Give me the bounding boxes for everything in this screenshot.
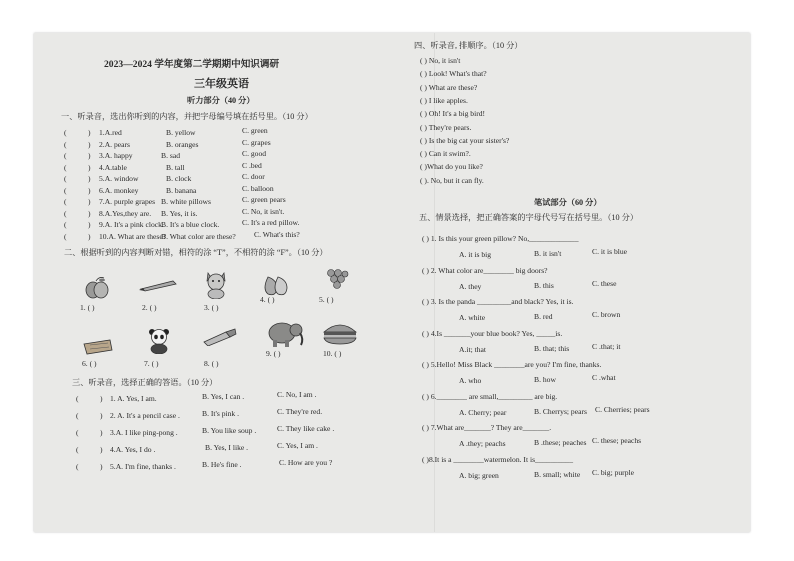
option-a: 2.A. pears <box>99 139 130 149</box>
question-text: ( ) 1. Is this your green pillow? No,_____________ <box>422 234 579 243</box>
option-a: 5.A. I'm fine, thanks . <box>110 462 176 471</box>
answer-bracket-open: ( <box>64 128 67 137</box>
option-a: A.it; that <box>459 344 486 354</box>
answer-bracket-close: ) <box>100 445 103 454</box>
tf-answer-slot: 9. ( ) <box>266 349 281 358</box>
question-text: ( ) 5.Hello! Miss Black ________are you? I'm fine, thanks. <box>422 360 602 369</box>
order-item: ( ) Can it swim?. <box>420 149 471 159</box>
option-b: B. Yes, I can . <box>202 392 245 401</box>
hamburger-icon <box>321 321 359 345</box>
answer-bracket-open: ( <box>76 411 79 420</box>
option-b: B. banana <box>166 185 197 195</box>
option-a: 3.A. I like ping-pong . <box>110 428 178 437</box>
option-c: C. green <box>242 126 268 135</box>
panda-icon <box>146 326 172 354</box>
option-a: 7.A. purple grapes <box>99 197 156 206</box>
option-c: C. these <box>592 278 617 288</box>
option-b: B. It's pink . <box>202 409 240 418</box>
option-a: 6.A. monkey <box>99 185 139 195</box>
answer-bracket-open: ( <box>64 185 67 195</box>
option-c: C. Yes, I am . <box>277 441 318 450</box>
option-c: C. it is blue <box>592 247 628 256</box>
answer-bracket-close: ) <box>88 151 91 160</box>
option-b: B .these; peaches <box>534 438 587 447</box>
option-b: B. Cherrys; pears <box>534 406 587 416</box>
tf-answer-slot: 5. ( ) <box>319 295 334 304</box>
pencil-icon <box>139 279 179 293</box>
option-a: A. white <box>459 313 486 322</box>
option-c: C .what <box>592 373 616 382</box>
tf-answer-slot: 6. ( ) <box>82 359 97 368</box>
answer-bracket-close: ) <box>100 462 103 471</box>
elephant-icon <box>266 319 306 349</box>
option-b: B. He's fine . <box>202 460 242 469</box>
order-item: ( ) No, it isn't <box>420 56 461 65</box>
option-a: A. Cherry; pear <box>459 407 507 417</box>
option-c: C. big; purple <box>592 467 634 477</box>
order-item: ( ) I like apples. <box>420 95 468 105</box>
option-a: 5.A. window <box>99 174 139 183</box>
answer-bracket-open: ( <box>76 428 79 437</box>
question-text: ( ) 7.What are_______? They are_______. <box>422 423 552 432</box>
answer-bracket-open: ( <box>64 151 67 160</box>
option-a: A. who <box>459 376 482 385</box>
pears-icon <box>260 273 288 297</box>
option-c: C .bed <box>242 160 262 170</box>
option-a: 3.A. happy <box>99 151 133 160</box>
question-text: ( )8.It is a ________watermelon. It is__________ <box>422 454 574 464</box>
option-a: 2. A. It's a pencil case . <box>110 411 180 420</box>
option-b: B. white pillows <box>161 197 211 206</box>
option-a: 9.A. It's a pink clock. <box>99 220 164 229</box>
option-a: A. they <box>459 281 482 291</box>
option-c: C. good <box>242 149 267 158</box>
answer-bracket-open: ( <box>64 174 67 183</box>
section2-heading: 二、根据听到的内容判断对错，相符的涂 “T”，不相符的涂 “F”。（10 分） <box>64 248 328 257</box>
option-c: C .that; it <box>592 341 621 351</box>
option-a: 1. A. Yes, I am. <box>110 394 157 403</box>
section1-heading: 一、听录音，选出你听到的内容，并把字母编号填在括号里。（10 分） <box>61 112 313 121</box>
order-item: ( ). No, but it can fly. <box>420 175 484 185</box>
tf-answer-slot: 1. ( ) <box>80 303 95 312</box>
order-item: ( )What do you like? <box>420 162 483 172</box>
question-text: ( ) 6.________ are small,_________ are big. <box>422 391 558 401</box>
answer-bracket-open: ( <box>64 162 67 172</box>
tf-answer-slot: 4. ( ) <box>260 295 275 304</box>
option-b: B. it isn't <box>534 249 562 258</box>
question-text: ( ) 4.Is _______your blue book? Yes, _____is. <box>422 328 563 338</box>
option-b: B. how <box>534 375 556 384</box>
option-b: B. sad <box>161 151 180 160</box>
section4-heading: 四、听录音, 排顺序。（10 分） <box>414 41 523 50</box>
option-c: C. Cherries; pears <box>595 404 650 414</box>
section5-heading: 五、情景选择，把正确答案的字母代号写在括号里。（10 分） <box>419 213 639 222</box>
option-b: B. that; this <box>534 343 570 353</box>
tf-answer-slot: 2. ( ) <box>142 303 157 312</box>
section3-heading: 三、听录音，选择正确的答语。（10 分） <box>72 378 218 387</box>
answer-bracket-open: ( <box>64 220 67 229</box>
option-c: C. They're red. <box>277 407 323 416</box>
tf-answer-slot: 10. ( ) <box>323 349 342 358</box>
exam-title: 2023—2024 学年度第二学期期中知识调研 <box>104 59 280 70</box>
option-c: C. No, it isn't. <box>242 206 285 216</box>
order-item: ( ) What are these? <box>420 82 478 92</box>
question-text: ( ) 3. Is the panda _________and black? Yes, it is. <box>422 297 574 306</box>
option-c: C. grapes <box>242 137 271 147</box>
option-b: B. What color are these? <box>161 231 236 241</box>
answer-bracket-close: ) <box>88 185 91 195</box>
written-part-heading: 笔试部分（60 分） <box>534 198 602 207</box>
answer-bracket-open: ( <box>76 462 79 471</box>
option-a: 1.A.red <box>99 128 122 137</box>
option-c: C. door <box>242 172 265 181</box>
option-c: C. balloon <box>242 183 274 193</box>
option-b: B. red <box>534 312 553 321</box>
answer-bracket-close: ) <box>88 139 91 149</box>
option-b: B. yellow <box>166 128 196 137</box>
answer-bracket-open: ( <box>64 197 67 206</box>
option-c: C. brown <box>592 310 621 319</box>
answer-bracket-close: ) <box>88 208 91 218</box>
option-b: B. It's a blue clock. <box>161 220 220 229</box>
answer-bracket-open: ( <box>64 139 67 149</box>
option-c: C. It's a red pillow. <box>242 218 300 227</box>
answer-bracket-close: ) <box>100 394 103 403</box>
exam-subject: 三年级英语 <box>194 78 249 90</box>
order-item: ( ) They're pears. <box>420 122 472 132</box>
option-c: C. green pears <box>242 195 286 204</box>
glue-icon <box>202 328 238 346</box>
option-b: B. tall <box>166 162 185 172</box>
option-c: C. They like cake . <box>277 424 335 433</box>
cookie-icon <box>82 336 114 356</box>
tf-answer-slot: 3. ( ) <box>204 303 219 312</box>
grapes-icon <box>323 266 349 290</box>
tf-answer-slot: 7. ( ) <box>144 359 159 368</box>
option-a: 8.A.Yes,they are. <box>99 208 152 218</box>
order-item: ( ) Look! What's that? <box>420 69 487 79</box>
peaches-icon <box>84 274 110 300</box>
tf-answer-slot: 8. ( ) <box>204 359 219 368</box>
listening-part-heading: 听力部分（40 分） <box>187 96 255 105</box>
option-a: 4.A. Yes, I do . <box>110 445 156 454</box>
answer-bracket-close: ) <box>88 220 91 229</box>
answer-bracket-open: ( <box>64 208 67 218</box>
answer-bracket-close: ) <box>88 162 91 172</box>
option-b: B. clock <box>166 174 192 183</box>
option-c: C. these; peachs <box>592 436 642 445</box>
option-a: 10.A. What are these? <box>99 231 167 241</box>
option-a: 4.A.table <box>99 162 127 172</box>
answer-bracket-open: ( <box>64 231 67 241</box>
exam-sheet <box>34 33 750 532</box>
option-a: A .they; peachs <box>459 439 506 448</box>
option-c: C. What's this? <box>254 229 300 239</box>
option-b: B. Yes, it is. <box>161 208 198 218</box>
answer-bracket-open: ( <box>76 394 79 403</box>
answer-bracket-open: ( <box>76 445 79 454</box>
answer-bracket-close: ) <box>88 231 91 241</box>
question-text: ( ) 2. What color are________ big doors? <box>422 265 548 275</box>
option-b: B. oranges <box>166 139 199 149</box>
option-b: B. this <box>534 280 554 290</box>
option-a: A. big; green <box>459 470 499 480</box>
option-b: B. You like soup . <box>202 426 257 435</box>
cat-icon <box>203 269 229 299</box>
answer-bracket-close: ) <box>88 197 91 206</box>
option-c: C. No, I am . <box>277 390 317 399</box>
option-b: B. Yes, I like . <box>205 443 249 452</box>
answer-bracket-close: ) <box>100 411 103 420</box>
option-b: B. small; white <box>534 469 581 479</box>
order-item: ( ) Oh! It's a big bird! <box>420 109 486 119</box>
answer-bracket-close: ) <box>88 128 91 137</box>
answer-bracket-close: ) <box>88 174 91 183</box>
option-c: C. How are you ? <box>279 458 333 467</box>
option-a: A. it is big <box>459 250 492 259</box>
answer-bracket-close: ) <box>100 428 103 437</box>
order-item: ( ) Is the big cat your sister's? <box>420 135 510 145</box>
